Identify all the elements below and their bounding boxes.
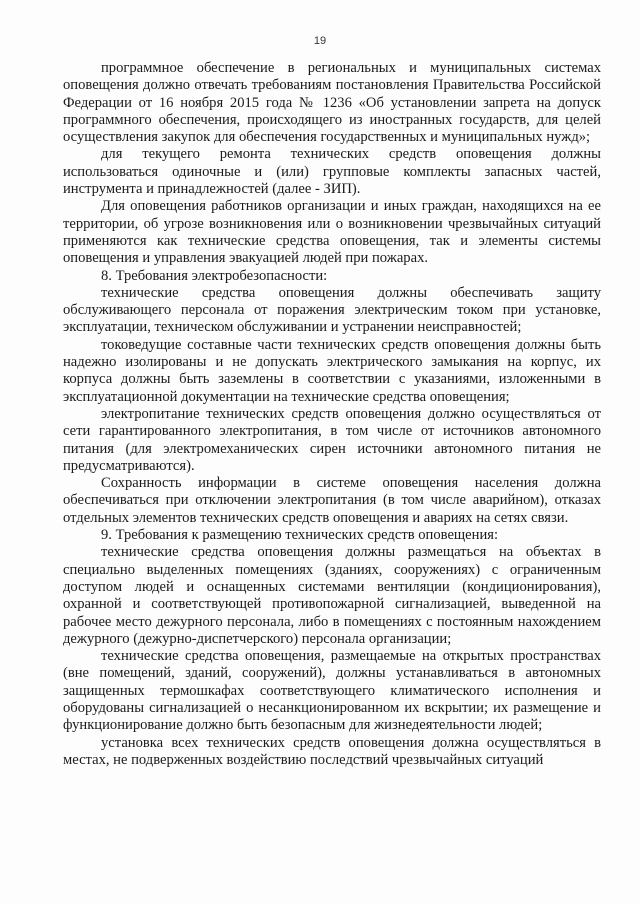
paragraph-outdoor-cabinets: технические средства оповещения, размещаемые на открытых пространствах (вне помещений, зданий, сооружений), должны устанавливаться в автономных защищенных термошкафах соответствующего климатического исполнения и оборудованы сигнализацией о несанкционированном их вскрытии; их размещение и функционирование должно быть безопасным для жизнедеятельности людей; [63,648,601,734]
paragraph-spare-parts: для текущего ремонта технических средств оповещения должны использоваться одиночные и (или) групповые комплекты запасных частей, инструмента и принадлежностей (далее - ЗИП). [63,146,601,198]
section-heading-placement: 9. Требования к размещению технических средств оповещения: [101,527,499,544]
section-heading-electrical-safety: 8. Требования электробезопасности: [101,267,328,284]
paragraph-power-supply: электропитание технических средств оповещения должно осуществляться от сети гарантированного электропитания, в том числе от источников автономного питания (для электромеханических сирен источники автономного питания не предусматриваются). [63,405,601,474]
paragraph-installation-location: установка всех технических средств оповещения должна осуществляться в местах, не подверженных воздействию последствий чрезвычайных ситуаций [63,734,601,768]
paragraph-software: программное обеспечение в региональных и муниципальных системах оповещения должно отвечать требованиям постановления Правительства Российской Федерации от 16 ноября 2015 года № 1236 «Об установлении запрета на допуск программного обеспечения, происходящего из иностранных государств, для целей осуществления закупок для обеспечения государственных и муниципальных нужд»; [63,60,601,146]
page-number: 19 [313,35,327,47]
paragraph-dedicated-rooms: технические средства оповещения должны размещаться на объектах в специально выделенных помещениях (зданиях, сооружениях) с ограниченным доступом людей и оснащенных системами вентиляции (кондиционирования), охранной и соответствующей противопожарной сигнализацией, выведенной на рабочее место дежурного персонала, либо в помещениях с постоянным нахождением дежурного (дежурно-диспетчерского) персонала организации; [63,544,601,647]
paragraph-insulation: токоведущие составные части технических средств оповещения должны быть надежно изолированы и не допускать электрического замыкания на корпус, их корпуса должны быть заземлены в соответствии с указаниями, изложенными в эксплуатационной документации на технические средства оповещения; [63,336,601,405]
paragraph-personnel-protection: технические средства оповещения должны обеспечивать защиту обслуживающего персонала от поражения электрическим током при установке, эксплуатации, техническом обслуживании и устранении неисправностей; [63,284,601,336]
paragraph-employee-warning: Для оповещения работников организации и иных граждан, находящихся на ее территории, об угрозе возникновения или о возникновении чрезвычайных ситуаций применяются как технические средства оповещения, так и элементы системы оповещения и управления эвакуацией людей при пожарах. [63,198,601,267]
document-body [63,60,601,769]
paragraph-data-integrity: Сохранность информации в системе оповещения населения должна обеспечиваться при отключении электропитания (в том числе аварийном), отказах отдельных элементов технических средств оповещения и авариях на сетях связи. [63,475,601,526]
